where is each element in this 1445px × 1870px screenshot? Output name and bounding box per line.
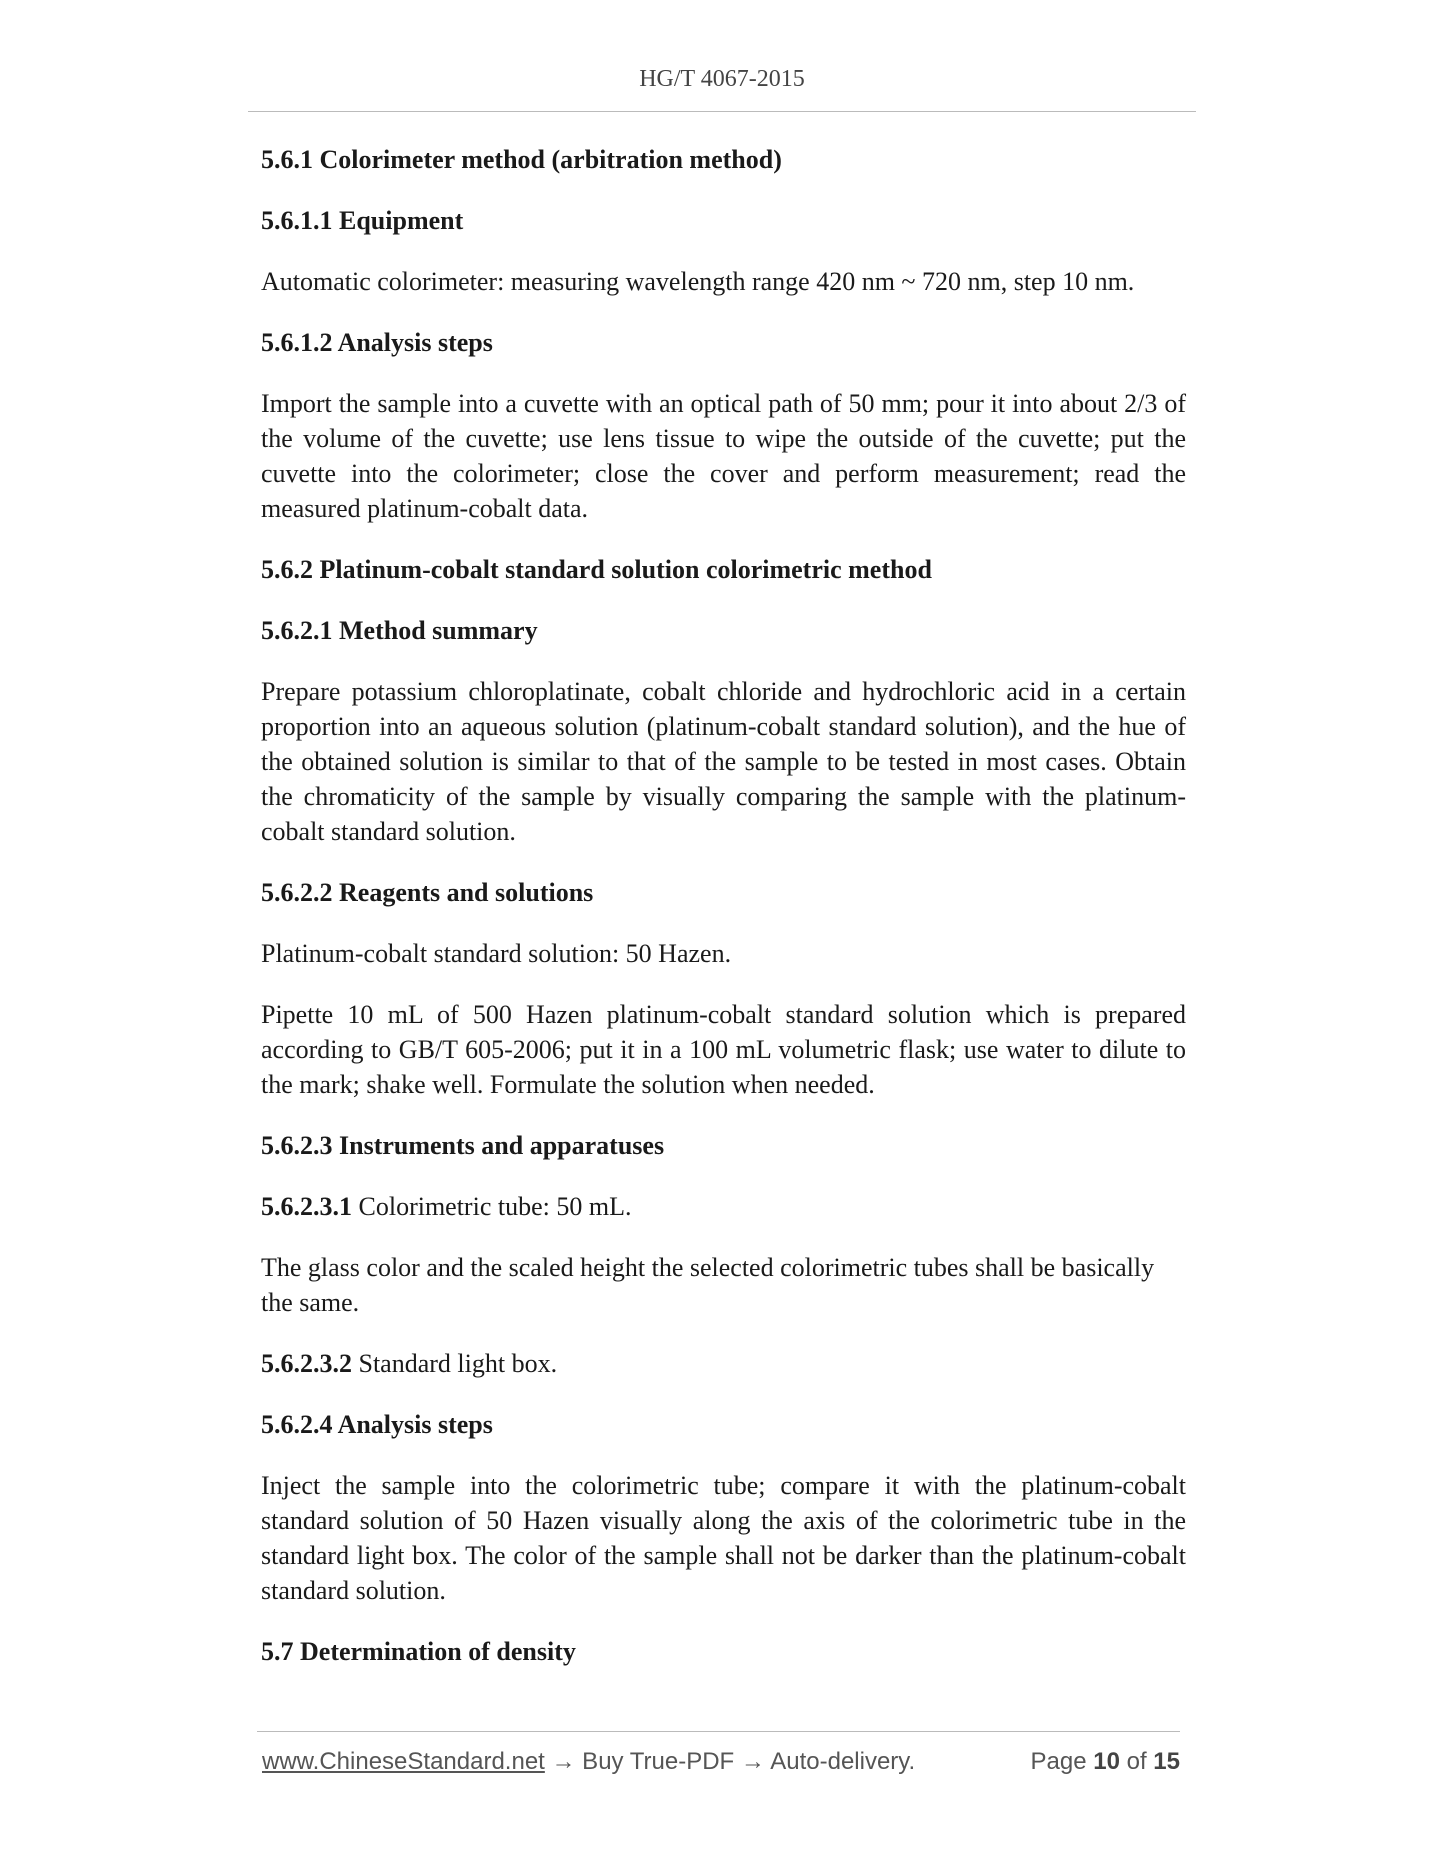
- section-heading-5-6-1-2: 5.6.1.2 Analysis steps: [261, 328, 493, 357]
- paragraph-reagent-standard: Platinum-cobalt standard solution: 50 Hazen.: [261, 939, 732, 968]
- section-heading-5-6-2-2: 5.6.2.2 Reagents and solutions: [261, 878, 594, 907]
- page-current: 10: [1093, 1748, 1120, 1775]
- paragraph-analysis-steps-visual: Inject the sample into the colorimetric tube; compare it with the platinum-cobalt standard solution of 50 Hazen visually along the axis of the colorimetric tube in the standard light box. The color of the sample shall not be darker than the platinum-cobalt standard solution.: [261, 1471, 1186, 1605]
- page-footer: [262, 1748, 1180, 1776]
- page-label: Page: [1030, 1748, 1094, 1775]
- paragraph-equipment: Automatic colorimeter: measuring wavelength range 420 nm ~ 720 nm, step 10 nm.: [261, 267, 1135, 296]
- footer-promo-text: → Buy True-PDF → Auto-delivery.: [544, 1748, 916, 1775]
- section-heading-5-6-1-1: 5.6.1.1 Equipment: [261, 206, 464, 235]
- paragraph-reagent-preparation: Pipette 10 mL of 500 Hazen platinum-cobalt standard solution which is prepared according to GB/T 605-2006; put it in a 100 mL volumetric flask; use water to dilute to the mark; shake well. Formulate the solution when needed.: [261, 1000, 1186, 1099]
- paragraph-colorimetric-tube: [261, 1189, 1186, 1224]
- section-heading-5-6-1: 5.6.1 Colorimeter method (arbitration method): [261, 145, 782, 174]
- header-divider: [248, 111, 1196, 112]
- section-heading-5-6-2-3: 5.6.2.3 Instruments and apparatuses: [261, 1131, 665, 1160]
- section-heading-5-6-2-4: 5.6.2.4 Analysis steps: [261, 1410, 493, 1439]
- page-body: [261, 142, 1186, 1695]
- clause-text-light-box: Standard light box.: [352, 1349, 558, 1378]
- page-indicator: [1031, 1748, 1180, 1776]
- clause-number-5-6-2-3-1: 5.6.2.3.1: [261, 1192, 352, 1221]
- paragraph-method-summary: Prepare potassium chloroplatinate, cobalt chloride and hydrochloric acid in a certain proportion into an aqueous solution (platinum-cobalt standard solution), and the hue of the obtained solution is similar to that of the sample to be tested in most cases. Obtain the chromaticity of the sample by visually comparing the sample with the platinum-cobalt standard solution.: [261, 677, 1186, 846]
- paragraph-tube-note: The glass color and the scaled height the selected colorimetric tubes shall be basically the same.: [261, 1253, 1155, 1317]
- page-total: 15: [1153, 1748, 1180, 1775]
- page-of-label: of: [1119, 1748, 1154, 1775]
- running-header: HG/T 4067-2015: [639, 66, 805, 92]
- footer-divider: [257, 1731, 1180, 1732]
- paragraph-light-box: [261, 1346, 1186, 1381]
- paragraph-analysis-steps-colorimeter: Import the sample into a cuvette with an optical path of 50 mm; pour it into about 2/3 of the volume of the cuvette; use lens tissue to wipe the outside of the cuvette; put the cuvette into the colorimeter; close the cover and perform measurement; read the measured platinum-cobalt data.: [261, 389, 1186, 523]
- section-heading-5-6-2: 5.6.2 Platinum-cobalt standard solution colorimetric method: [261, 555, 932, 584]
- clause-text-colorimetric-tube: Colorimetric tube: 50 mL.: [352, 1192, 632, 1221]
- section-heading-5-7: 5.7 Determination of density: [261, 1637, 576, 1666]
- clause-number-5-6-2-3-2: 5.6.2.3.2: [261, 1349, 352, 1378]
- section-heading-5-6-2-1: 5.6.2.1 Method summary: [261, 616, 538, 645]
- website-link[interactable]: www.ChineseStandard.net: [262, 1748, 545, 1775]
